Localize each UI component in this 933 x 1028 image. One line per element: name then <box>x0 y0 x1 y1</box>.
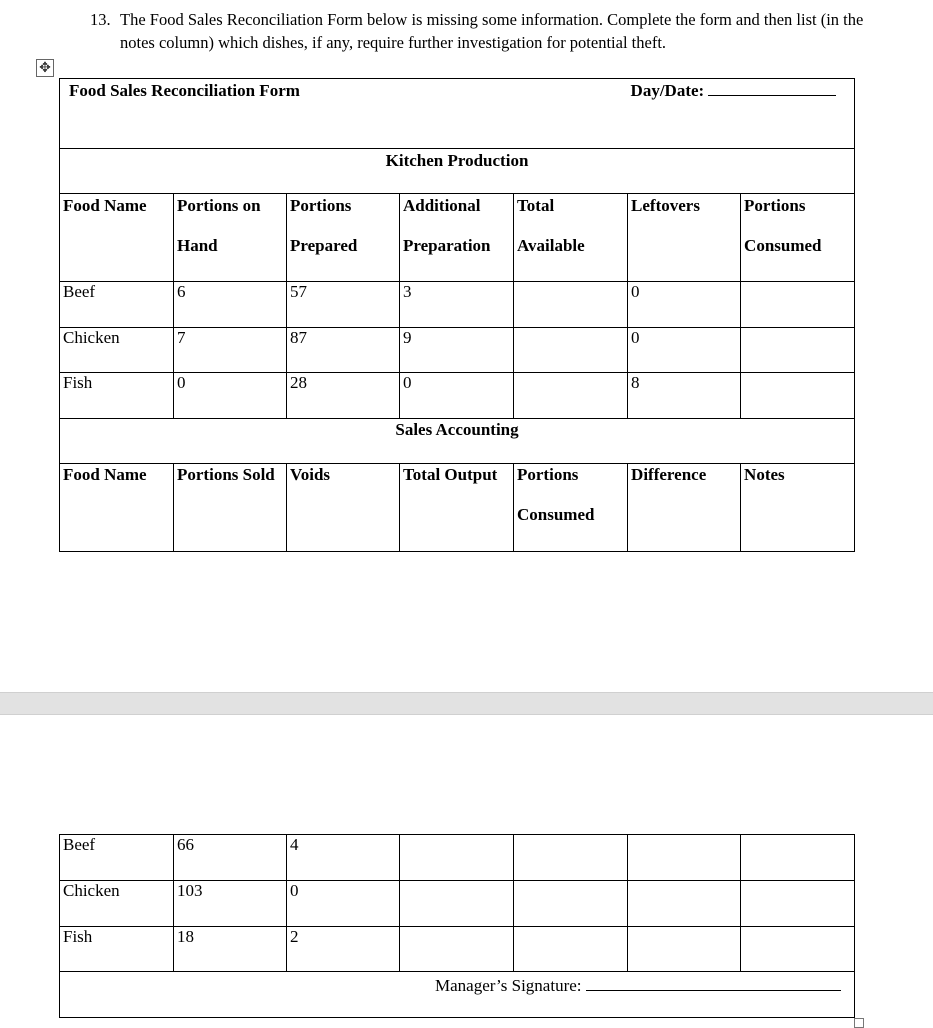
cell-food[interactable]: Beef <box>60 282 174 328</box>
table-row <box>60 835 855 881</box>
col-total-output: Total Output <box>400 464 514 552</box>
cell-additional[interactable]: 9 <box>400 328 514 373</box>
cell-consumed[interactable] <box>741 373 855 419</box>
cell-sold[interactable]: 18 <box>174 927 287 972</box>
table-row <box>60 328 855 373</box>
cell-total-available[interactable] <box>514 282 628 328</box>
col-food-name: Food Name <box>60 464 174 552</box>
question-number: 13. <box>90 10 111 29</box>
cell-leftovers[interactable]: 0 <box>628 282 741 328</box>
cell-food[interactable]: Fish <box>60 373 174 419</box>
cell-total-output[interactable] <box>400 881 514 927</box>
cell-consumed[interactable] <box>741 328 855 373</box>
cell-voids[interactable]: 2 <box>287 927 400 972</box>
manager-signature-label: Manager’s Signature: <box>435 976 582 995</box>
col-notes: Notes <box>741 464 855 552</box>
page-break-divider <box>0 692 933 715</box>
cell-sold[interactable]: 66 <box>174 835 287 881</box>
cell-consumed[interactable] <box>741 282 855 328</box>
table-move-handle-icon[interactable]: ✥ <box>36 59 54 77</box>
col-portions-prepared: Portions Prepared <box>287 194 400 282</box>
cell-food[interactable]: Fish <box>60 927 174 972</box>
col-portions-consumed: Portions Consumed <box>741 194 855 282</box>
cell-voids[interactable]: 4 <box>287 835 400 881</box>
table-row <box>60 927 855 972</box>
cell-total-available[interactable] <box>514 328 628 373</box>
cell-prepared[interactable]: 87 <box>287 328 400 373</box>
cell-food[interactable]: Chicken <box>60 328 174 373</box>
cell-sold[interactable]: 103 <box>174 881 287 927</box>
question-body: The Food Sales Reconciliation Form below is missing some information. Complete the form and then list (in the notes column) which dishes, if any, require further investigation for potential theft. <box>120 10 864 52</box>
day-date-line <box>708 81 836 96</box>
cell-prepared[interactable]: 57 <box>287 282 400 328</box>
cell-additional[interactable]: 0 <box>400 373 514 419</box>
kitchen-header-row <box>60 194 855 282</box>
cell-on-hand[interactable]: 0 <box>174 373 287 419</box>
manager-signature-field[interactable] <box>60 972 855 1018</box>
cell-leftovers[interactable]: 8 <box>628 373 741 419</box>
cell-food[interactable]: Chicken <box>60 881 174 927</box>
cell-difference[interactable] <box>628 835 741 881</box>
cell-consumed[interactable] <box>514 881 628 927</box>
cell-consumed[interactable] <box>514 927 628 972</box>
sales-accounting-table <box>59 834 855 1018</box>
cell-food[interactable]: Beef <box>60 835 174 881</box>
cell-notes[interactable] <box>741 881 855 927</box>
table-row <box>60 282 855 328</box>
col-food-name: Food Name <box>60 194 174 282</box>
cell-difference[interactable] <box>628 881 741 927</box>
cell-notes[interactable] <box>741 927 855 972</box>
cell-additional[interactable]: 3 <box>400 282 514 328</box>
cell-notes[interactable] <box>741 835 855 881</box>
kitchen-production-table <box>59 78 855 552</box>
col-portions-sold: Portions Sold <box>174 464 287 552</box>
table-row <box>60 373 855 419</box>
day-date-label: Day/Date: <box>630 81 705 100</box>
col-voids: Voids <box>287 464 400 552</box>
cell-total-output[interactable] <box>400 927 514 972</box>
question-text <box>90 8 865 54</box>
sales-section-title: Sales Accounting <box>60 419 855 464</box>
col-portions-on-hand: Portions on Hand <box>174 194 287 282</box>
col-portions-consumed: Portions Consumed <box>514 464 628 552</box>
cell-voids[interactable]: 0 <box>287 881 400 927</box>
sales-header-row <box>60 464 855 552</box>
day-date-field[interactable] <box>628 79 855 149</box>
col-additional-preparation: Additional Preparation <box>400 194 514 282</box>
cell-consumed[interactable] <box>514 835 628 881</box>
cell-total-available[interactable] <box>514 373 628 419</box>
col-total-available: Total Available <box>514 194 628 282</box>
cell-leftovers[interactable]: 0 <box>628 328 741 373</box>
form-title: Food Sales Reconciliation Form <box>60 79 628 149</box>
col-difference: Difference <box>628 464 741 552</box>
cell-on-hand[interactable]: 6 <box>174 282 287 328</box>
cell-prepared[interactable]: 28 <box>287 373 400 419</box>
cell-on-hand[interactable]: 7 <box>174 328 287 373</box>
col-leftovers: Leftovers <box>628 194 741 282</box>
cell-difference[interactable] <box>628 927 741 972</box>
table-resize-handle-icon[interactable] <box>854 1018 864 1028</box>
table-row <box>60 881 855 927</box>
signature-line <box>586 974 841 991</box>
kitchen-section-title: Kitchen Production <box>60 149 855 194</box>
cell-total-output[interactable] <box>400 835 514 881</box>
